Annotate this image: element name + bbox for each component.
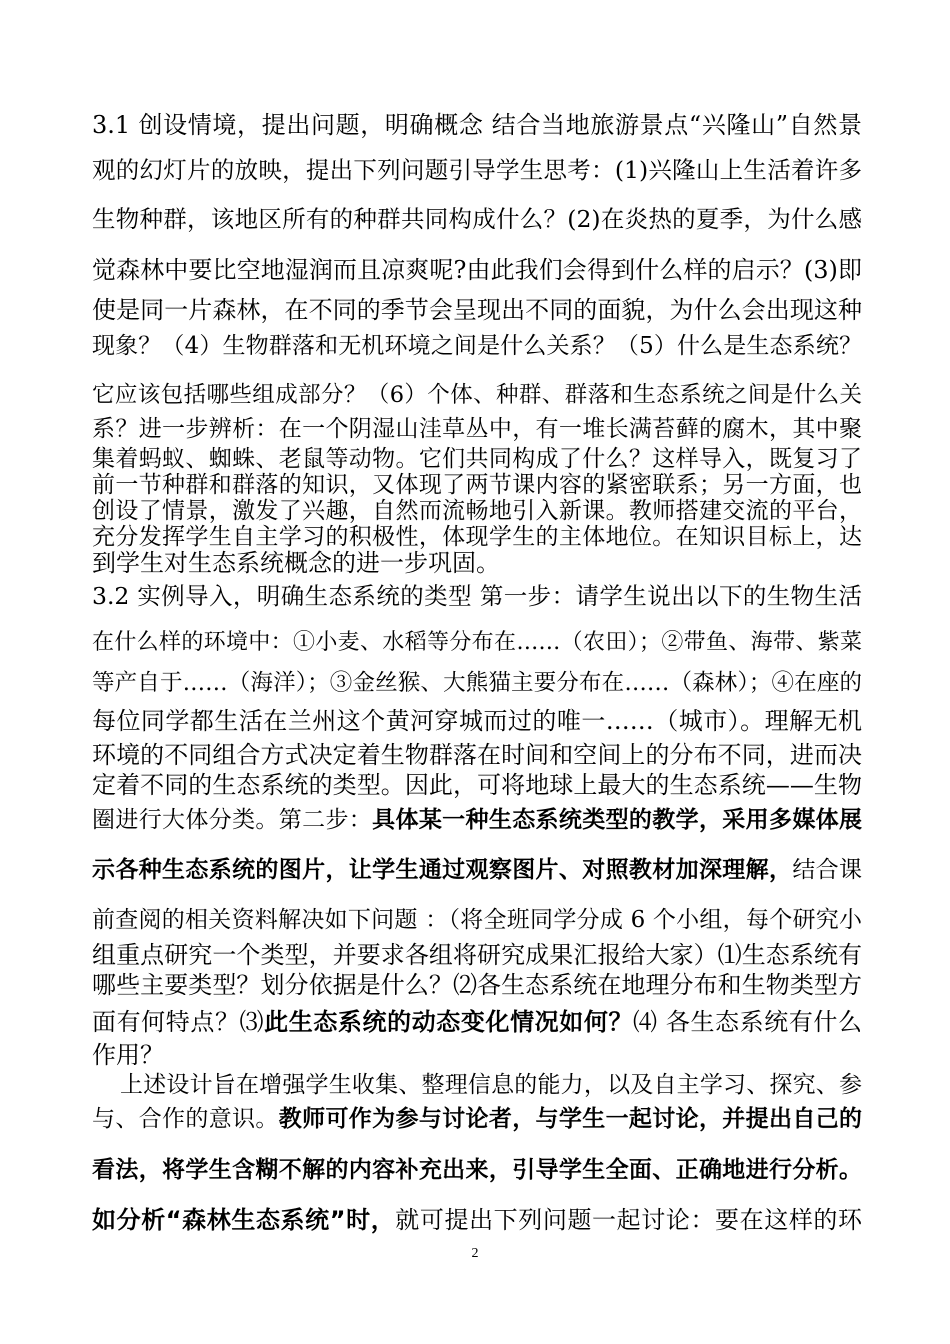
- line-text: 在什么样的环境中：①小麦、水稻等分布在……（农田）；②带鱼、海带、紫菜: [92, 630, 862, 655]
- paragraph-line: [92, 110, 862, 140]
- line-text: 结合课: [792, 857, 862, 883]
- line-text: 圈进行大体分类。第二步：: [92, 807, 373, 833]
- line-text: 现象？（4）生物群落和无机环境之间是什么关系？（5）什么是生态系统？: [92, 333, 862, 359]
- line-text: 充分发挥学生自主学习的积极性，体现学生的主体地位。在知识目标上，达: [92, 524, 862, 550]
- emphasis-text: 看法，将学生含糊不解的内容补充出来，引导学生全面、正确地进行分析。: [92, 1157, 862, 1183]
- page-number: 2: [471, 1246, 479, 1261]
- line-text: 它应该包括哪些组成部分？（6）个体、种群、群落和生态系统之间是什么关: [92, 382, 862, 408]
- emphasis-text: 教师可作为参与讨论者，与学生一起讨论，并提出自己的: [278, 1106, 862, 1132]
- line-text: 就可提出下列问题一起讨论：要在这样的环: [395, 1206, 863, 1234]
- paragraph-line: [92, 380, 862, 410]
- paragraph-line: [92, 1104, 862, 1134]
- line-text: 到学生对生态系统概念的进一步巩固。: [92, 549, 500, 577]
- paragraph-line: [92, 295, 862, 325]
- paragraph-line: [92, 331, 862, 361]
- paragraph-line: [92, 740, 862, 770]
- line-text: 环境的不同组合方式决定着生物群落在时间和空间上的分布不同，进而决: [92, 741, 862, 769]
- line-text: 觉森林中要比空地湿润而且凉爽呢?由此我们会得到什么样的启示？(3)即: [92, 256, 862, 284]
- line-text: 与、合作的意识。: [92, 1106, 279, 1132]
- paragraph-line: [92, 805, 862, 835]
- paragraph-line: [92, 668, 862, 698]
- emphasis-text: 示各种生态系统的图片，让学生通过观察图片、对照教材加深理解，: [92, 857, 793, 883]
- paragraph-line: [92, 414, 862, 444]
- line-text: ⑷ 各生态系统有什么: [633, 1008, 863, 1036]
- line-text: 面有何特点？⑶: [92, 1008, 265, 1036]
- paragraph-line: [92, 581, 862, 611]
- paragraph-line: [92, 204, 862, 234]
- line-text: 3.2 实例导入，明确生态系统的类型 第一步：请学生说出以下的生物生活: [92, 582, 862, 610]
- line-text: 上述设计旨在增强学生收集、整理信息的能力，以及自主学习、探究、参: [120, 1072, 862, 1098]
- paragraph-line: [92, 1205, 862, 1235]
- paragraph-line: [92, 970, 862, 1000]
- line-text: 3.1 创设情境，提出问题，明确概念 结合当地旅游景点“兴隆山”自然景: [92, 111, 862, 139]
- line-text: 前一节种群和群落的知识，又体现了两节课内容的紧密联系；另一方面，也: [92, 472, 862, 498]
- paragraph-line: [92, 1007, 862, 1037]
- line-text: 观的幻灯片的放映，提出下列问题引导学生思考：(1)兴隆山上生活着许多: [92, 156, 862, 184]
- paragraph-line: [92, 905, 862, 935]
- paragraph-line: [92, 855, 862, 885]
- line-text: 哪些主要类型？划分依据是什么？⑵各生态系统在地理分布和生物类型方: [92, 971, 862, 999]
- emphasis-text: 具体某一种生态系统类型的教学，采用多媒体展: [372, 807, 862, 833]
- emphasis-text: 如分析“森林生态系统”时，: [92, 1206, 396, 1234]
- paragraph-line: [92, 1040, 862, 1070]
- line-text: 每位同学都生活在兰州这个黄河穿城而过的唯一……（城市）。理解无机: [92, 707, 862, 735]
- line-text: 定着不同的生态系统的类型。因此，可将地球上最大的生态系统——生物: [92, 771, 862, 799]
- line-text: 使是同一片森林，在不同的季节会呈现出不同的面貌，为什么会出现这种: [92, 296, 862, 324]
- paragraph-line: [92, 548, 862, 578]
- emphasis-text: 此生态系统的动态变化情况如何？: [264, 1008, 634, 1036]
- line-text: 前查阅的相关资料解决如下问题 ：（将全班同学分成 6 个小组，每个研究小: [92, 907, 862, 933]
- line-text: 系？进一步辨析：在一个阴湿山洼草丛中，有一堆长满苔藓的腐木，其中聚: [92, 416, 862, 442]
- line-text: 作用？: [92, 1041, 164, 1069]
- paragraph-line: [92, 770, 862, 800]
- paragraph-line: [92, 255, 862, 285]
- paragraph-line: [92, 1155, 862, 1185]
- line-text: 创设了情景，激发了兴趣，自然而流畅地引入新课。教师搭建交流的平台，: [92, 498, 862, 524]
- line-text: 等产自于……（海洋）；③金丝猴、大熊猫主要分布在……（森林）；④在座的: [92, 670, 862, 696]
- paragraph-line: [92, 628, 862, 658]
- line-text: 生物种群，该地区所有的种群共同构成什么？(2)在炎热的夏季，为什么感: [92, 205, 862, 233]
- paragraph-line: [92, 940, 862, 970]
- line-text: 组重点研究一个类型，并要求各组将研究成果汇报给大家）⑴生态系统有: [92, 941, 862, 969]
- paragraph-line: [92, 155, 862, 185]
- paragraph-line: [120, 1070, 862, 1100]
- paragraph-line: [92, 706, 862, 736]
- line-text: 集着蚂蚁、蜘蛛、老鼠等动物。它们共同构成了什么？这样导入，既复习了: [92, 446, 862, 472]
